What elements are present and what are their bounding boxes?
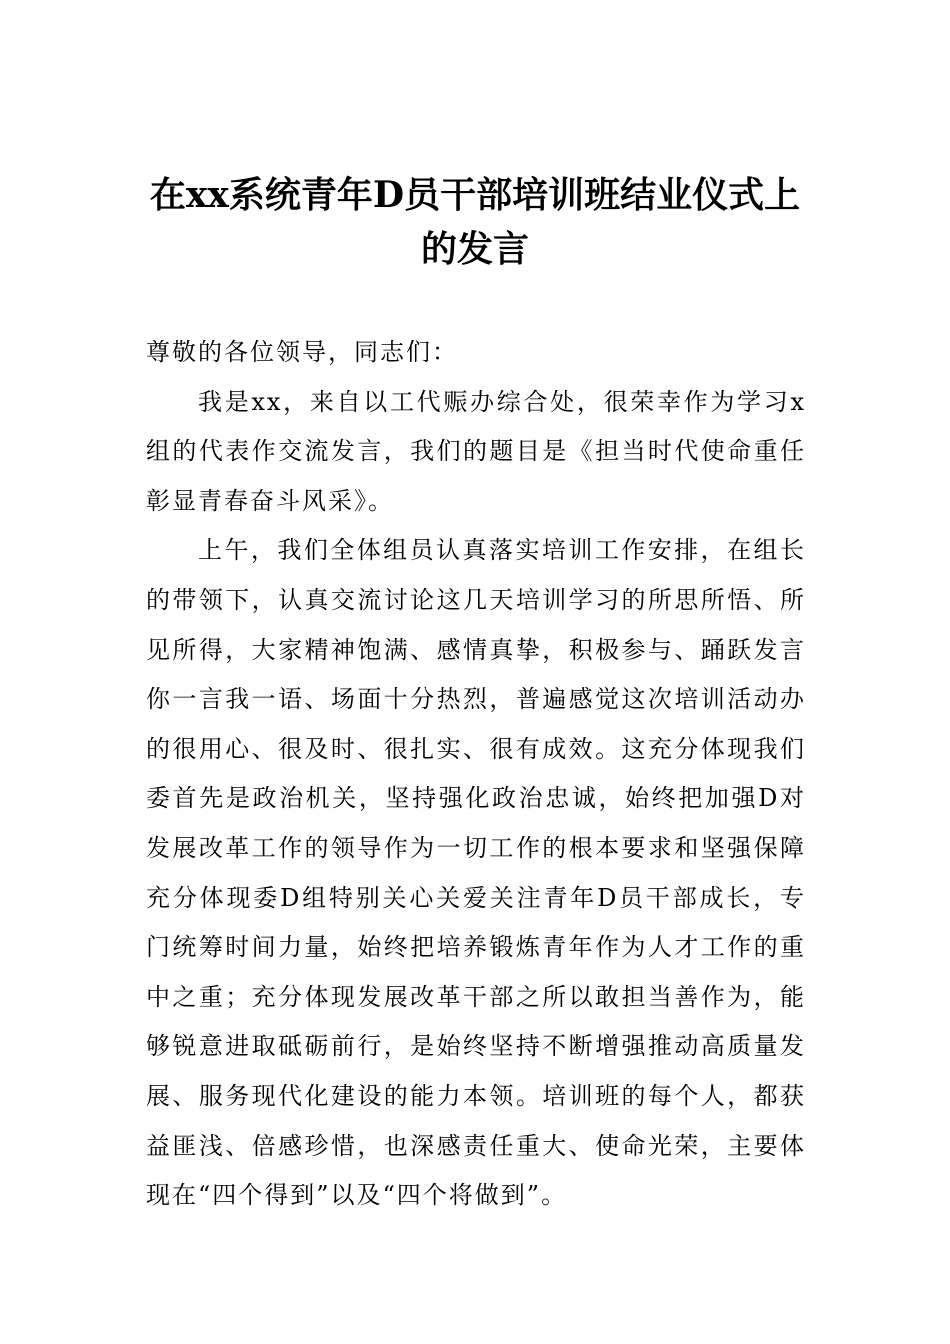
paragraph-1: 我是xx，来自以工代赈办综合处，很荣幸作为学习x组的代表作交流发言，我们的题目是《担当时代使命重任彰显青春奋斗风采》。 [146,387,806,515]
salutation: 尊敬的各位领导，同志们： [146,338,458,366]
document-title: 在xx系统青年D员干部培训班结业仪式上的发言 [149,174,801,270]
document-body [146,328,806,1221]
paragraph-2: 上午，我们全体组员认真落实培训工作安排，在组长的带领下，认真交流讨论这几天培训学习的所思所悟、所见所得，大家精神饱满、感情真挚，积极参与、踊跃发言你一言我一语、场面十分热烈，普遍感觉这次培训活动办的很用心、很及时、很扎实、很有成效。这充分体现我们委首先是政治机关，坚持强化政治忠诚，始终把加强D对发展改革工作的领导作为一切工作的根本要求和坚强保障充分体现委D组特别关心关爱关注青年D员干部成长，专门统筹时间力量，始终把培养锻炼青年作为人才工作的重中之重；充分体现发展改革干部之所以敢担当善作为，能够锐意进取砥砺前行，是始终坚持不断增强推动高质量发展、服务现代化建设的能力本领。培训班的每个人，都获益匪浅、倍感珍惜，也深感责任重大、使命光荣，主要体现在“四个得到”以及“四个将做到”。 [146,536,806,1210]
